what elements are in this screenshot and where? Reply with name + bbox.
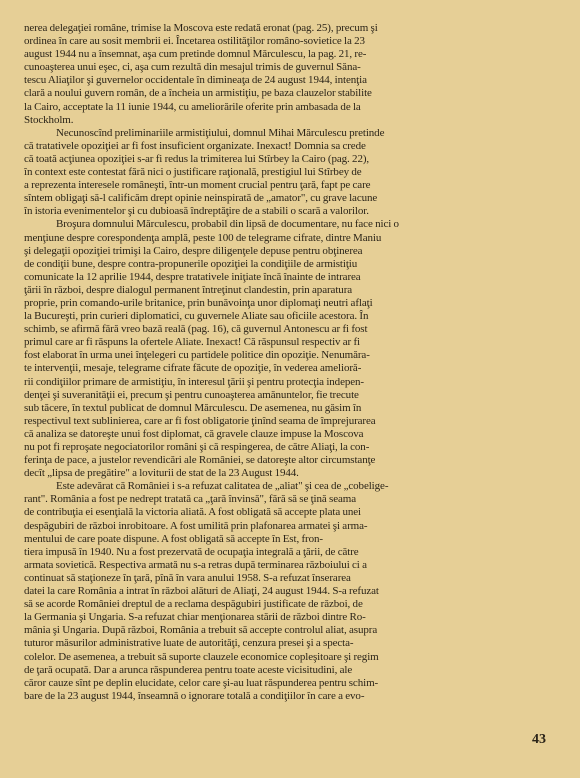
text-line: de condiţii bune, despre contra-propunerile opoziţiei la condiţiile de armistiţiu [24, 257, 358, 270]
text-line: nerea delegaţiei române, trimise la Moscova este redată eronat (pag. 25), precum şi [24, 22, 378, 34]
text-line: clară a noului guvern român, de a încheia un armistiţiu, pe baza clauzelor stabilite [24, 87, 372, 100]
text-line: decît „lipsa de pregătire" a loviturii de stat de la 23 August 1944. [24, 467, 299, 480]
text-line: la Bucureşti, prin curieri diplomatici, cu guvernele Aliate sau oficiile acestora. În [24, 310, 369, 323]
text-line: Stockholm. [24, 113, 74, 126]
text-line: la Cairo, acceptate la 11 iunie 1944, cu ameliorările oferite prin ambasada de la [24, 100, 361, 113]
text-line: tescu Aliaţilor şi guvernelor occidentale în dimineaţa de 24 august 1944, intenţia [24, 74, 367, 87]
text-line: menţiune despre corespondenţa amplă, peste 100 de telegrame cifrate, dintre Maniu [24, 231, 382, 244]
page-number: 43 [532, 732, 546, 747]
text-line: cunoaşterea unui eşec, ci, aşa cum rezultă din mesajul trimis de guvernul Săna- [24, 61, 361, 74]
text-line: rii condiţiilor primare de armistiţiu, în interesul ţării şi pentru protecţia indepen- [24, 375, 364, 388]
text-line: sub tăcere, în textul publicat de domnul Mărculescu. De asemenea, nu găsim în [24, 401, 362, 414]
text-line: mânia şi Ungaria. După război, România a trebuit să accepte controlul aliat, asupra [24, 624, 378, 637]
text-line: august 1944 nu a însemnat, aşa cum pretinde domnul Mărculescu, la pag. 21, re- [24, 48, 367, 61]
text-line: schimb, se afirmă fără vreo bază reală (pag. 16), că guvernul Antonescu ar fi fost [24, 323, 368, 336]
text-line: comunicate la 12 aprilie 1944, despre tratativele iniţiate încă înainte de intrarea [24, 270, 361, 283]
text-line: Este adevărat că României i s-a refuzat calitatea de „aliat" şi cea de „cobelige- [56, 480, 389, 493]
text-line: primul care ar fi răspuns la ofertele Aliate. Inexact! Că răspunsul respectiv ar fi [24, 336, 360, 349]
text-line: respectivul text sublinierea, care ar fi fost obligatorie ţinînd seama de împrejurarea [24, 414, 376, 427]
text-line: armata sovietică. Respectiva armată nu s-a retras după terminarea războiului ci a [24, 558, 367, 571]
text-line: sîntem obligaţi să-l calificăm drept opinie neinspirată de „amator", cu grave lacune [24, 192, 378, 205]
text-line: de ţară ocupată. Dar a arunca răspunderea pentru toate aceste vicisitudini, ale [24, 663, 353, 676]
text-line: mentului de care poate dispune. A fost obligată să accepte în Est, fron- [24, 532, 323, 545]
text-line: ordinea în care au sosit membrii ei. Încetarea ostilităţilor româno-sovietice la 23 [24, 35, 365, 48]
text-line: în context este contestat fără nici o justificare raţională, prestigiul lui Stîrbey de [24, 166, 362, 179]
text-line: de contribuţia ei esenţială la victoria aliată. A fost obligată să accepte plata unei [24, 506, 362, 519]
text-line: în istoria evenimentelor şi cu dubioasă îndreptăţire de a stabili o scară a valorilor. [24, 205, 369, 218]
text-line: Broşura domnului Mărculescu, probabil din lipsă de documentare, nu face nici o [56, 218, 399, 231]
text-line: ţării în război, despre dialogul permanent întreţinut clandestin, prin aparatura [24, 283, 353, 296]
text-line: proprie, prin comando-urile britanice, prin bunăvoinţa unor diplomaţi neutri aflaţi [24, 296, 373, 309]
text-line: ferinţa de pace, a justelor revendicări ale României, se datoreşte altor circumstanţe [24, 454, 376, 467]
text-line: bare de la 23 august 1944, înseamnă o ignorare totală a condiţiilor în care a evo- [24, 689, 365, 702]
text-line: colelor. De asemenea, a trebuit să suporte clauzele economice copleşitoare şi regim [24, 650, 379, 663]
body-text [24, 22, 550, 703]
text-line: despăgubiri de război inrobitoare. A fost umilită prin plafonarea armatei şi arma- [24, 519, 368, 532]
text-line: datei la care România a intrat în război alături de Aliaţi, 24 august 1944. S-a refuzat [24, 585, 379, 598]
text-line: te intervenţii, mesaje, telegrame cifrate făcute de opoziţie, în vederea amelioră- [24, 362, 362, 375]
text-line: că tratativele opoziţiei ar fi fost insuficient organizate. Inexact! Domnia sa crede [24, 139, 366, 152]
text-line: nu pot fi reproşate negociatorilor români şi că respingerea, de către Aliaţi, la con- [24, 441, 370, 453]
text-line: tiera impusă în 1940. Nu a fost prezervată de ocupaţia integrală a ţării, de către [24, 545, 359, 558]
text-line: a reprezenta interesele româneşti, într-un moment crucial pentru ţară, fapt pe care [24, 179, 371, 192]
text-line: rant". România a fost pe nedrept tratată ca „ţară învinsă", fără să se ţină seama [24, 493, 357, 506]
text-line: şi delegaţii opoziţiei trimişi la Cairo, despre diligenţele depuse pentru obţinerea [24, 244, 363, 257]
text-line: să se acorde României dreptul de a reclama despăgubiri justificate de război, de [24, 598, 363, 611]
text-line: fost elaborat în urma unei înţelegeri cu partidele politice din opoziţie. Nenumăra- [24, 349, 370, 362]
text-line: că analiza se datoreşte unui fost diplomat, că gravele clauze impuse la Moscova [24, 427, 364, 440]
text-line: continuat să staţioneze în ţară, pînă în vara anului 1958. S-a refuzat înserarea [24, 571, 351, 584]
text-line: Necunoscînd preliminariile armistiţiului, domnul Mihai Mărculescu pretinde [56, 126, 385, 139]
text-line: că toată acţiunea opoziţiei s-ar fi redus la trimiterea lui Stîrbey la Cairo (pag. 22), [24, 152, 370, 165]
text-line: căror cauze sînt pe deplin elucidate, celor care şi-au luat răspunderea pentru schim- [24, 676, 379, 689]
text-line: tuturor măsurilor administrative luate de autorităţi, cenzura presei şi a specta- [24, 637, 354, 650]
text-line: denţei şi suveranităţii ei, precum şi pentru cunoaşterea amănuntelor, fie trecute [24, 388, 359, 401]
text-line: la Germania şi Ungaria. S-a refuzat chiar menţionarea stării de război dintre Ro- [24, 611, 366, 624]
